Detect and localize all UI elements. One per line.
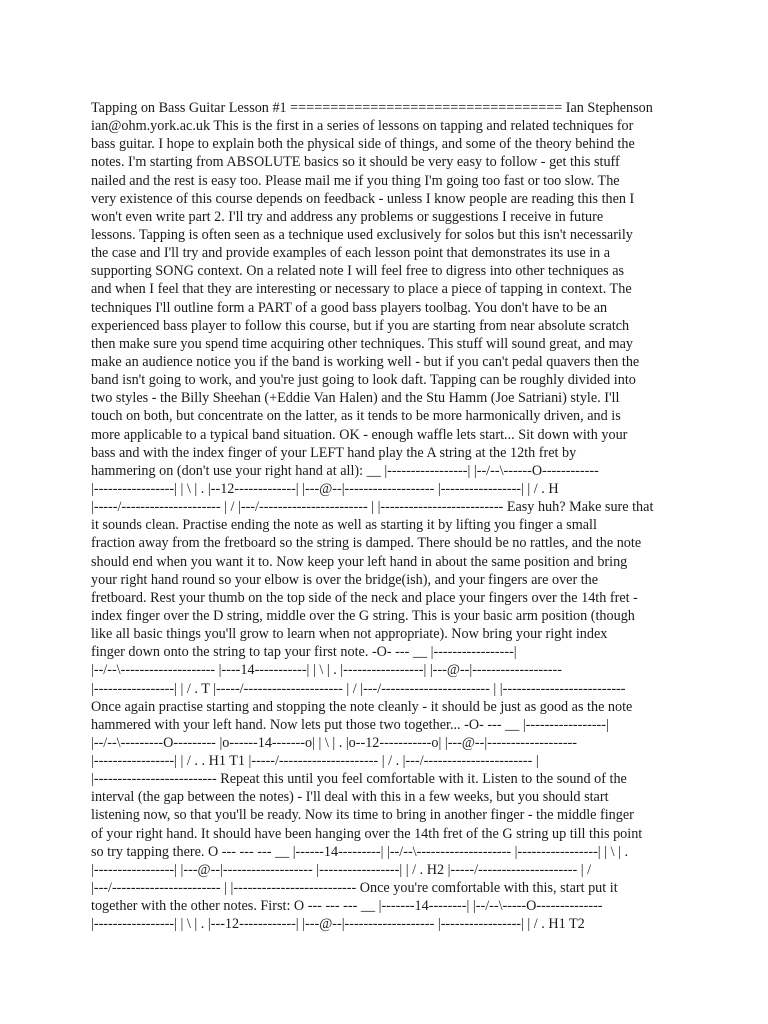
text-line: hammering on (don't use your right hand at all): __ |-----------------| |--/--\------O------------ — [91, 462, 599, 479]
text-line: like all basic things you'll grow to learn when not appropriate). Now bring your right index — [91, 626, 608, 643]
text-line: the case and I'll try and provide examples of each lesson point that demonstrates its use in a — [91, 245, 611, 262]
text-line: fraction away from the fretboard so the string is damped. There should be no rattles, and the note — [91, 535, 642, 552]
text-line: |-----------------| | / . T |-----/--------------------- | / |---/----------------------- | |-------------------------- — [91, 680, 626, 697]
text-line: then make sure you spend time acquiring other techniques. This stuff will sound great, and may — [91, 335, 634, 352]
text-line: supporting SONG context. On a related note I will feel free to digress into other techniques as — [91, 263, 625, 280]
text-line: and when I feel that they are interesting or necessary to place a piece of tapping in context. The — [91, 281, 632, 298]
text-line: |--/--\---------O--------- |o------14-------o| | \ | . |o--12-----------o| |---@--|------------------- — [91, 734, 577, 751]
text-line: hammered with your left hand. Now lets put those two together... -O- --- __ |-----------------| — [91, 716, 609, 733]
text-line: of your right hand. It should have been hanging over the 14th fret of the G string up till this point — [91, 825, 643, 842]
text-line: |-----------------| | / . . H1 T1 |-----/--------------------- | / . |---/----------------------- | — [91, 753, 539, 770]
text-line: won't even write part 2. I'll try and address any problems or suggestions I receive in future — [91, 208, 604, 225]
text-line: very existence of this course depends on feedback - unless I know people are reading this then I — [91, 190, 635, 207]
text-line: fretboard. Rest your thumb on the top side of the neck and place your fingers over the 14th fret - — [91, 589, 638, 606]
text-line: band isn't going to work, and you're just going to look daft. Tapping can be roughly divided into — [91, 372, 636, 389]
text-line: touch on both, but concentrate on the latter, as it tends to be more harmonically driven, and is — [91, 408, 621, 425]
text-line: |-------------------------- Repeat this until you feel comfortable with it. Listen to the sound of the — [91, 771, 627, 788]
text-line: it sounds clean. Practise ending the note as well as starting it by lifting you finger a small — [91, 517, 597, 534]
text-line: |-----/--------------------- | / |---/----------------------- | |-------------------------- Easy huh? Make sure that — [91, 499, 654, 516]
text-line: Tapping on Bass Guitar Lesson #1 ================================== Ian Stephenson — [91, 100, 653, 116]
text-line: bass and with the index finger of your LEFT hand play the A string at the 12th fret by — [91, 444, 577, 461]
text-line: make an audience notice you if the band is working well - but if you can't pedal quavers then the — [91, 353, 640, 370]
text-line: together with the other notes. First: O --- --- --- __ |-------14--------| |--/--\-----O-------------- — [91, 898, 603, 915]
text-line: notes. I'm starting from ABSOLUTE basics so it should be very easy to follow - get this stuff — [91, 154, 620, 171]
text-line: |-----------------| | \ | . |--12-------------| |---@--|------------------- |-----------------| | / . H — [91, 480, 559, 497]
text-line: two styles - the Billy Sheehan (+Eddie Van Halen) and the Stu Hamm (Joe Satriani) style. I'll — [91, 390, 620, 407]
text-line: |---/----------------------- | |-------------------------- Once you're comfortable with this, start put it — [91, 880, 618, 897]
text-line: |-----------------| |---@--|------------------- |-----------------| | / . H2 |-----/--------------------- | / — [91, 861, 592, 878]
text-line: bass guitar. I hope to explain both the physical side of things, and some of the theory behind the — [91, 136, 635, 153]
text-line: finger down onto the string to tap your first note. -O- --- __ |-----------------| — [91, 644, 517, 661]
text-line: listening now, so that you'll be ready. Now its time to bring in another finger - the middle finger — [91, 807, 634, 824]
text-line: so try tapping there. O --- --- --- __ |------14---------| |--/--\-------------------- |-----------------| | \ | . — [91, 843, 629, 860]
text-line: |--/--\-------------------- |----14-----------| | \ | . |-----------------| |---@--|------------------- — [91, 662, 562, 679]
text-line: lessons. Tapping is often seen as a technique used exclusively for solos but this isn't necessarily — [91, 226, 633, 243]
text-line: your right hand round so your elbow is over the bridge(ish), and your fingers are over the — [91, 571, 599, 588]
text-line: Once again practise starting and stopping the note cleanly - it should be just as good as the note — [91, 698, 633, 715]
text-line: index finger over the D string, middle over the G string. This is your basic arm position (though — [91, 607, 635, 624]
lesson-text — [91, 99, 691, 933]
text-line: should end when you want it to. Now keep your left hand in about the same position and bring — [91, 553, 628, 570]
text-line: ian@ohm.york.ac.uk This is the first in a series of lessons on tapping and related techniques for — [91, 118, 634, 135]
text-line: |-----------------| | \ | . |---12------------| |---@--|------------------- |-----------------| | / . H1 T2 — [91, 916, 585, 933]
text-line: experienced bass player to follow this course, but if you are starting from near absolute scratch — [91, 317, 630, 334]
text-line: more applicable to a typical band situation. OK - enough waffle lets start... Sit down with your — [91, 426, 628, 443]
text-line: interval (the gap between the notes) - I'll deal with this in a few weeks, but you should start — [91, 789, 609, 806]
text-line: nailed and the rest is easy too. Please mail me if you thing I'm going too fast or too slow. The — [91, 172, 620, 189]
text-line: techniques I'll outline form a PART of a good bass players toolbag. You don't have to be an — [91, 299, 608, 316]
